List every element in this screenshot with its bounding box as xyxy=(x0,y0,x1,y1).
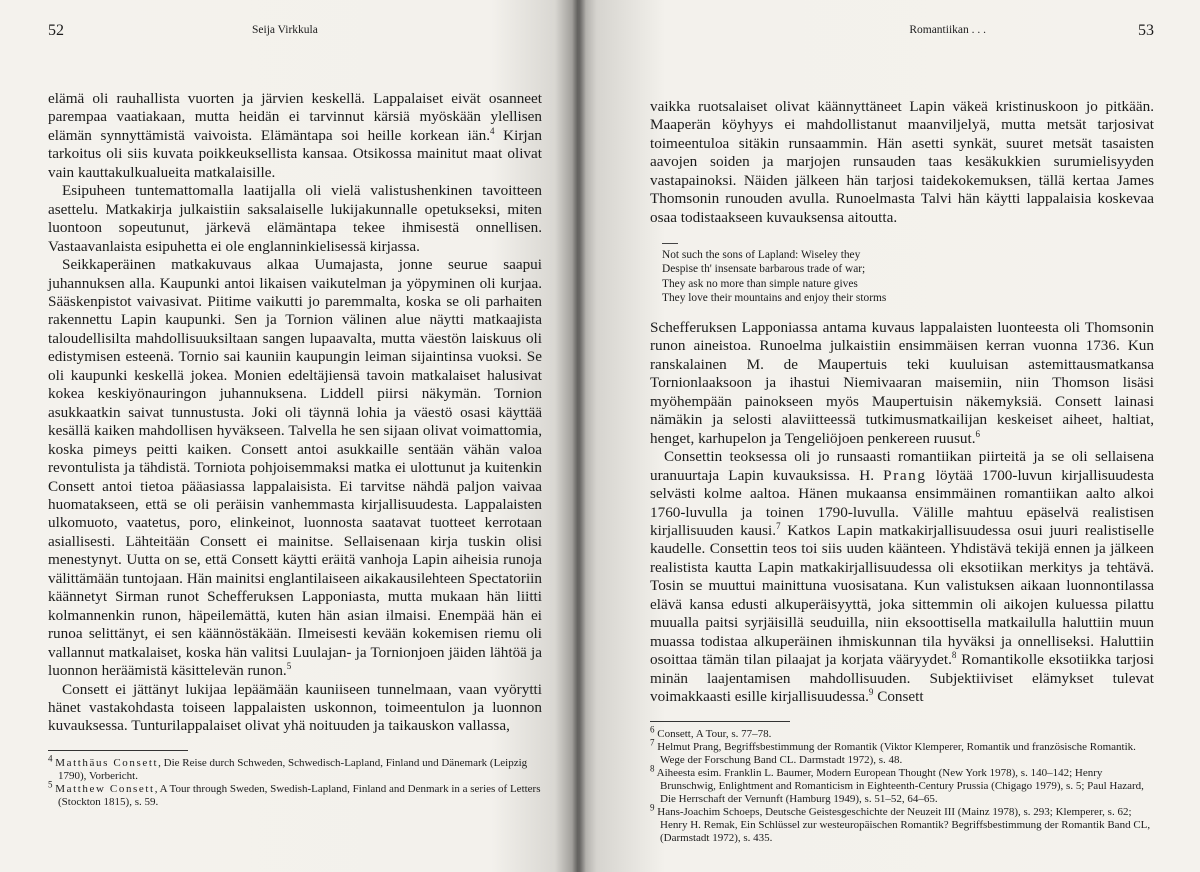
left-footnotes xyxy=(48,753,542,809)
paragraph: vaikka ruotsalaiset olivat käännyttäneet Lapin väkeä kristinuskoon jo pitkään. Maaperän köyhyys ei mahdollistanut maanviljelyä, mutta metsät tarjosivat toimeentuloa sitäkin runsaammin. Hän asetti synkät, suuret metsät tasaisten aavojen soiden ja marjojen runsauden taas kesäkukkien surumielisyyden vastapainoksi. Näiden jälkeen hän tarjosi taidekokemuksen, tällä kertaa James Thomsonin runouden avulla. Runoelmasta Talvi hän käytti lappalaisia koskevaa osaa todistaakseen kuvauksensa aitoutta. xyxy=(650,98,1154,226)
poem-quote xyxy=(662,243,1154,305)
footnote: $^4$ Matthäus Consett, Die Reise durch Schweden, Schwedisch-Lapland, Finland und Dänemark (Leipzig 1790), Vorbericht. xyxy=(48,753,528,782)
footnote: $^5$ Matthew Consett, A Tour through Sweden, Swedish-Lapland, Finland and Denmark in a series of Letters (Stockton 1815), s. 59. xyxy=(48,779,541,809)
footnote-divider xyxy=(48,750,188,751)
footnote-mark[interactable]: 8 xyxy=(951,650,957,661)
footnote: $^6$ Consett, A Tour, s. 77–78. xyxy=(650,723,772,740)
paragraph: elämä oli rauhallista vuorten ja järvien keskellä. Lappalaiset eivät osanneet parempaa vaatiakaan, mutta heidän ei tarvinnut kärsiä myöskään ylellisen elämän synnyttämistä vaivoista. Elämäntapa soi heille korkean iän.$^4$ Kirjan tarkoitus oli siis kuvata poikkeuksellista kansaa. Otsikossa mainitut maat olivat vain kauttakulkualueita matkalaisille. xyxy=(48,90,542,181)
poem-line: They love their mountains and enjoy their storms xyxy=(662,291,887,304)
footnote-mark[interactable]: 4 xyxy=(490,125,495,136)
page-number: 52 xyxy=(48,22,64,39)
poem-line: They ask no more than simple nature gives xyxy=(662,277,858,290)
spaced-name: Prang xyxy=(883,466,927,484)
poem-line: Not such the sons of Lapland: Wiseley they xyxy=(662,249,861,262)
footnote: $^9$ Hans-Joachim Schoeps, Deutsche Geistesgeschichte der Neuzeit III (Mainz 1978), s. 293; Klemperer, s. 62; Henry H. Remak, Ein Schlüssel zur westeuropäischen Romantik? Begriffsbestimmung der Romantik Band CL, (Darmstadt 1972), s. 435. xyxy=(650,802,1151,845)
footnote: $^8$ Aiheesta esim. Franklin L. Baumer, Modern European Thought (New York 1978), s. 140–142; Henry Brunschwig, Enlightment and Romanticism in Eighteenth-Century Prussia (Chigago 1979), s. 5; Paul Hazard, Die Herrschaft der Vernunft (Hamburg 1949), s. 51–52, 64–65. xyxy=(650,763,1144,805)
right-page xyxy=(578,0,1200,872)
running-head-author: Seija Virkkula xyxy=(252,24,318,36)
running-head-title: Romantiikan . . . xyxy=(909,24,986,36)
paragraph: Schefferuksen Lapponiassa antama kuvaus lappalaisten luonteesta oli Thomsonin runon aineistoa. Runoelma julkaistiin ensimmäisen kerran vuonna 1736. Kun ranskalainen M. de Maupertuis teki kuuluisan astemittausmatkansa Tornionlaaksoon ja ihastui Niemivaaran maisemiin, niin Thomson lisäsi myöhempään painokseen myös Maupertuisin näkemyksiä. Consett lainasi nämäkin ja selosti alaviitteessä tutkimusmatkailijan keskeiset aiheet, haltiat, henget, karhupelon ja Tengeliöjoen penkereen ruusut.$^6$ xyxy=(650,318,1154,447)
paragraph: Seikkaperäinen matkakuvaus alkaa Uumajasta, jonne seurue saapui juhannuksen alla. Kaupunki antoi likaisen vaikutelman ja yöpyminen oli kurjaa. Sääskenpistot vaivasivat. Piitime vaikutti jo paremmalta, koska se oli parhaiten rakennettu Lapin kaupunki. Sen ja Tornion välinen alue näytti matkaajista taloudellisilta mahdollisuuksiltaan sangen lupaavalta, mutta väestön laiskuus oli edistymisen esteenä. Tornio sai kauniin kaupungin leiman sijaintinsa vuoksi. Se oli kaupunki keskellä jokea. Monien edeltäjiensä tavoin matkalaiset halusivat kokea keskiyönauringon juhannuksena. Liddell piirsi näkymän. Tornion asukkaatkin saivat tunnustusta. Joki oli täynnä lohia ja väestö osasi käyttää kesällä kaiken mahdollisen hyväkseen. Talvella he sen sijaan olivat voimattomia, koska pimeys peitti kaiken. Consett antoi asukkaille sentään vähän valoa revontulista ja tähdistä. Torniota pohjoisemmaksi matka ei ulottunut ja kuitenkin Consett antoi tietoa pääasiassa lappalaisista. Ei tarvitse nähdä paljon vaivaa huomatakseen, että se oli peräisin vanhemmasta kirjallisuudesta. Lappalaisten ulkomuoto, vaatetus, poro, elinkeinot, luonnosta saatavat tuotteet kerrotaan asiallisesti. Lähteitään Consett ei mainitse. Sellaisenaan kirja tuskin olisi menestynyt. Uutta on se, että Consett käytti eräitä vanhoja Lapin aiheisia runoja välittämään tuntojaan. Hän mainitsi englantilaiseen aikakausilehteen Spectatoriin käännetyt Sirman runot Schefferuksen Lapponiasta, mutta mukaan hän liitti kolmannenkin runon, häpeilemättä, kuten hän asian ilmaisi. Enempää hän ei runoa selittänyt, ei sen käännöstäkään. Ilmeisesti kevään kokemisen riemu oli vallannut matkalaiset, koska hän valitsi Luulajan- ja Tornionjoen jäiden lähtöä ja luonnon heräämistä käsittelevän runon.$^5$ xyxy=(48,256,542,680)
footnote: $^7$ Helmut Prang, Begriffsbestimmung der Romantik (Viktor Klemperer, Romantik und französische Romantik. Wege der Forschung Band CL. Darmstadt 1972), s. 48. xyxy=(650,736,1136,766)
right-running-head xyxy=(650,22,1154,42)
right-body-text xyxy=(650,98,1154,707)
quote-divider xyxy=(662,243,678,244)
paragraph: Consettin teoksessa oli jo runsaasti romantiikan piirteitä ja se oli sellaisena uranuurtaja Lapin kuvauksissa. H. Prang löytää 1700-luvun kirjallisuudesta selvästi kolme aaltoa. Hänen mukaansa ensimmäinen romantiikan aalto alkoi 1760-luvulla ja toinen 1790-luvulla. Välille mahtuu epäselvä realistisen kirjallisuuden kausi.$^7$ Katkos Lapin matkakirjallisuudessa osui juuri realistiselle kaudelle. Consettin teos toi siis uuden käänteen. Yhdistävä tekijä ennen ja jälkeen realistista kautta Lapin matkakirjallisuudessa oli eksotiikan merkitys ja tehtävä. Tosin se muuttui mainittuna vuosisatana. Kun valistuksen aikaan luonnontilassa elävä kansa edusti alkuperäisyyttä, joka sittemmin oli aikojen kuluessa pilattu muualla paitsi syrjäisillä seuduilla, niin eksoottisella matkailulla haluttiin muun muassa todistaa alkuperäinen ihmiskunnan tila hyväksi ja onnelliseksi. Haluttiin osoittaa tämän tilan pilaajat ja korjata vääryydet.$^8$ Romantikolle eksotiikka tarjosi minän laajentamisen mahdollisuuden. Subjektiiviset elämykset tulevat voimakkaasti esille kirjallisuudessa.$^9$ Consett xyxy=(650,448,1155,706)
left-running-head xyxy=(48,22,542,42)
footnote-mark[interactable]: 5 xyxy=(286,660,292,671)
left-body-text xyxy=(48,90,542,736)
page-number: 53 xyxy=(1138,22,1154,39)
right-footnotes xyxy=(650,723,1154,846)
paragraph: Consett ei jättänyt lukijaa lepäämään kauniiseen tunnelmaan, vaan vyörytti hänet vastakohdasta toiseen lappalaisten uskonnon, toimeentulon ja luonnon kuvauksessa. Tunturilappalaiset olivat yhä noituuden ja taikauskon vallassa, xyxy=(48,680,542,735)
footnote-mark[interactable]: 7 xyxy=(776,520,781,531)
paragraph: Esipuheen tuntemattomalla laatijalla oli vielä valistushenkinen tavoitteen asettelu. Matkakirja julkaistiin saksalaiselle lukijakunnalle opetukseksi, miten luontoon sopeutunut, järkevä elämäntapa tekee ihmisestä onnellisen. Vastaavanlaista esipuhetta ei ole englanninkielisessä kirjassa. xyxy=(48,182,542,255)
footnote-mark[interactable]: 6 xyxy=(975,428,980,439)
footnote-mark[interactable]: 9 xyxy=(868,686,874,697)
footnote-divider xyxy=(650,721,790,722)
poem-line: Despise th' insensate barbarous trade of war; xyxy=(662,263,866,276)
left-page xyxy=(0,0,578,872)
